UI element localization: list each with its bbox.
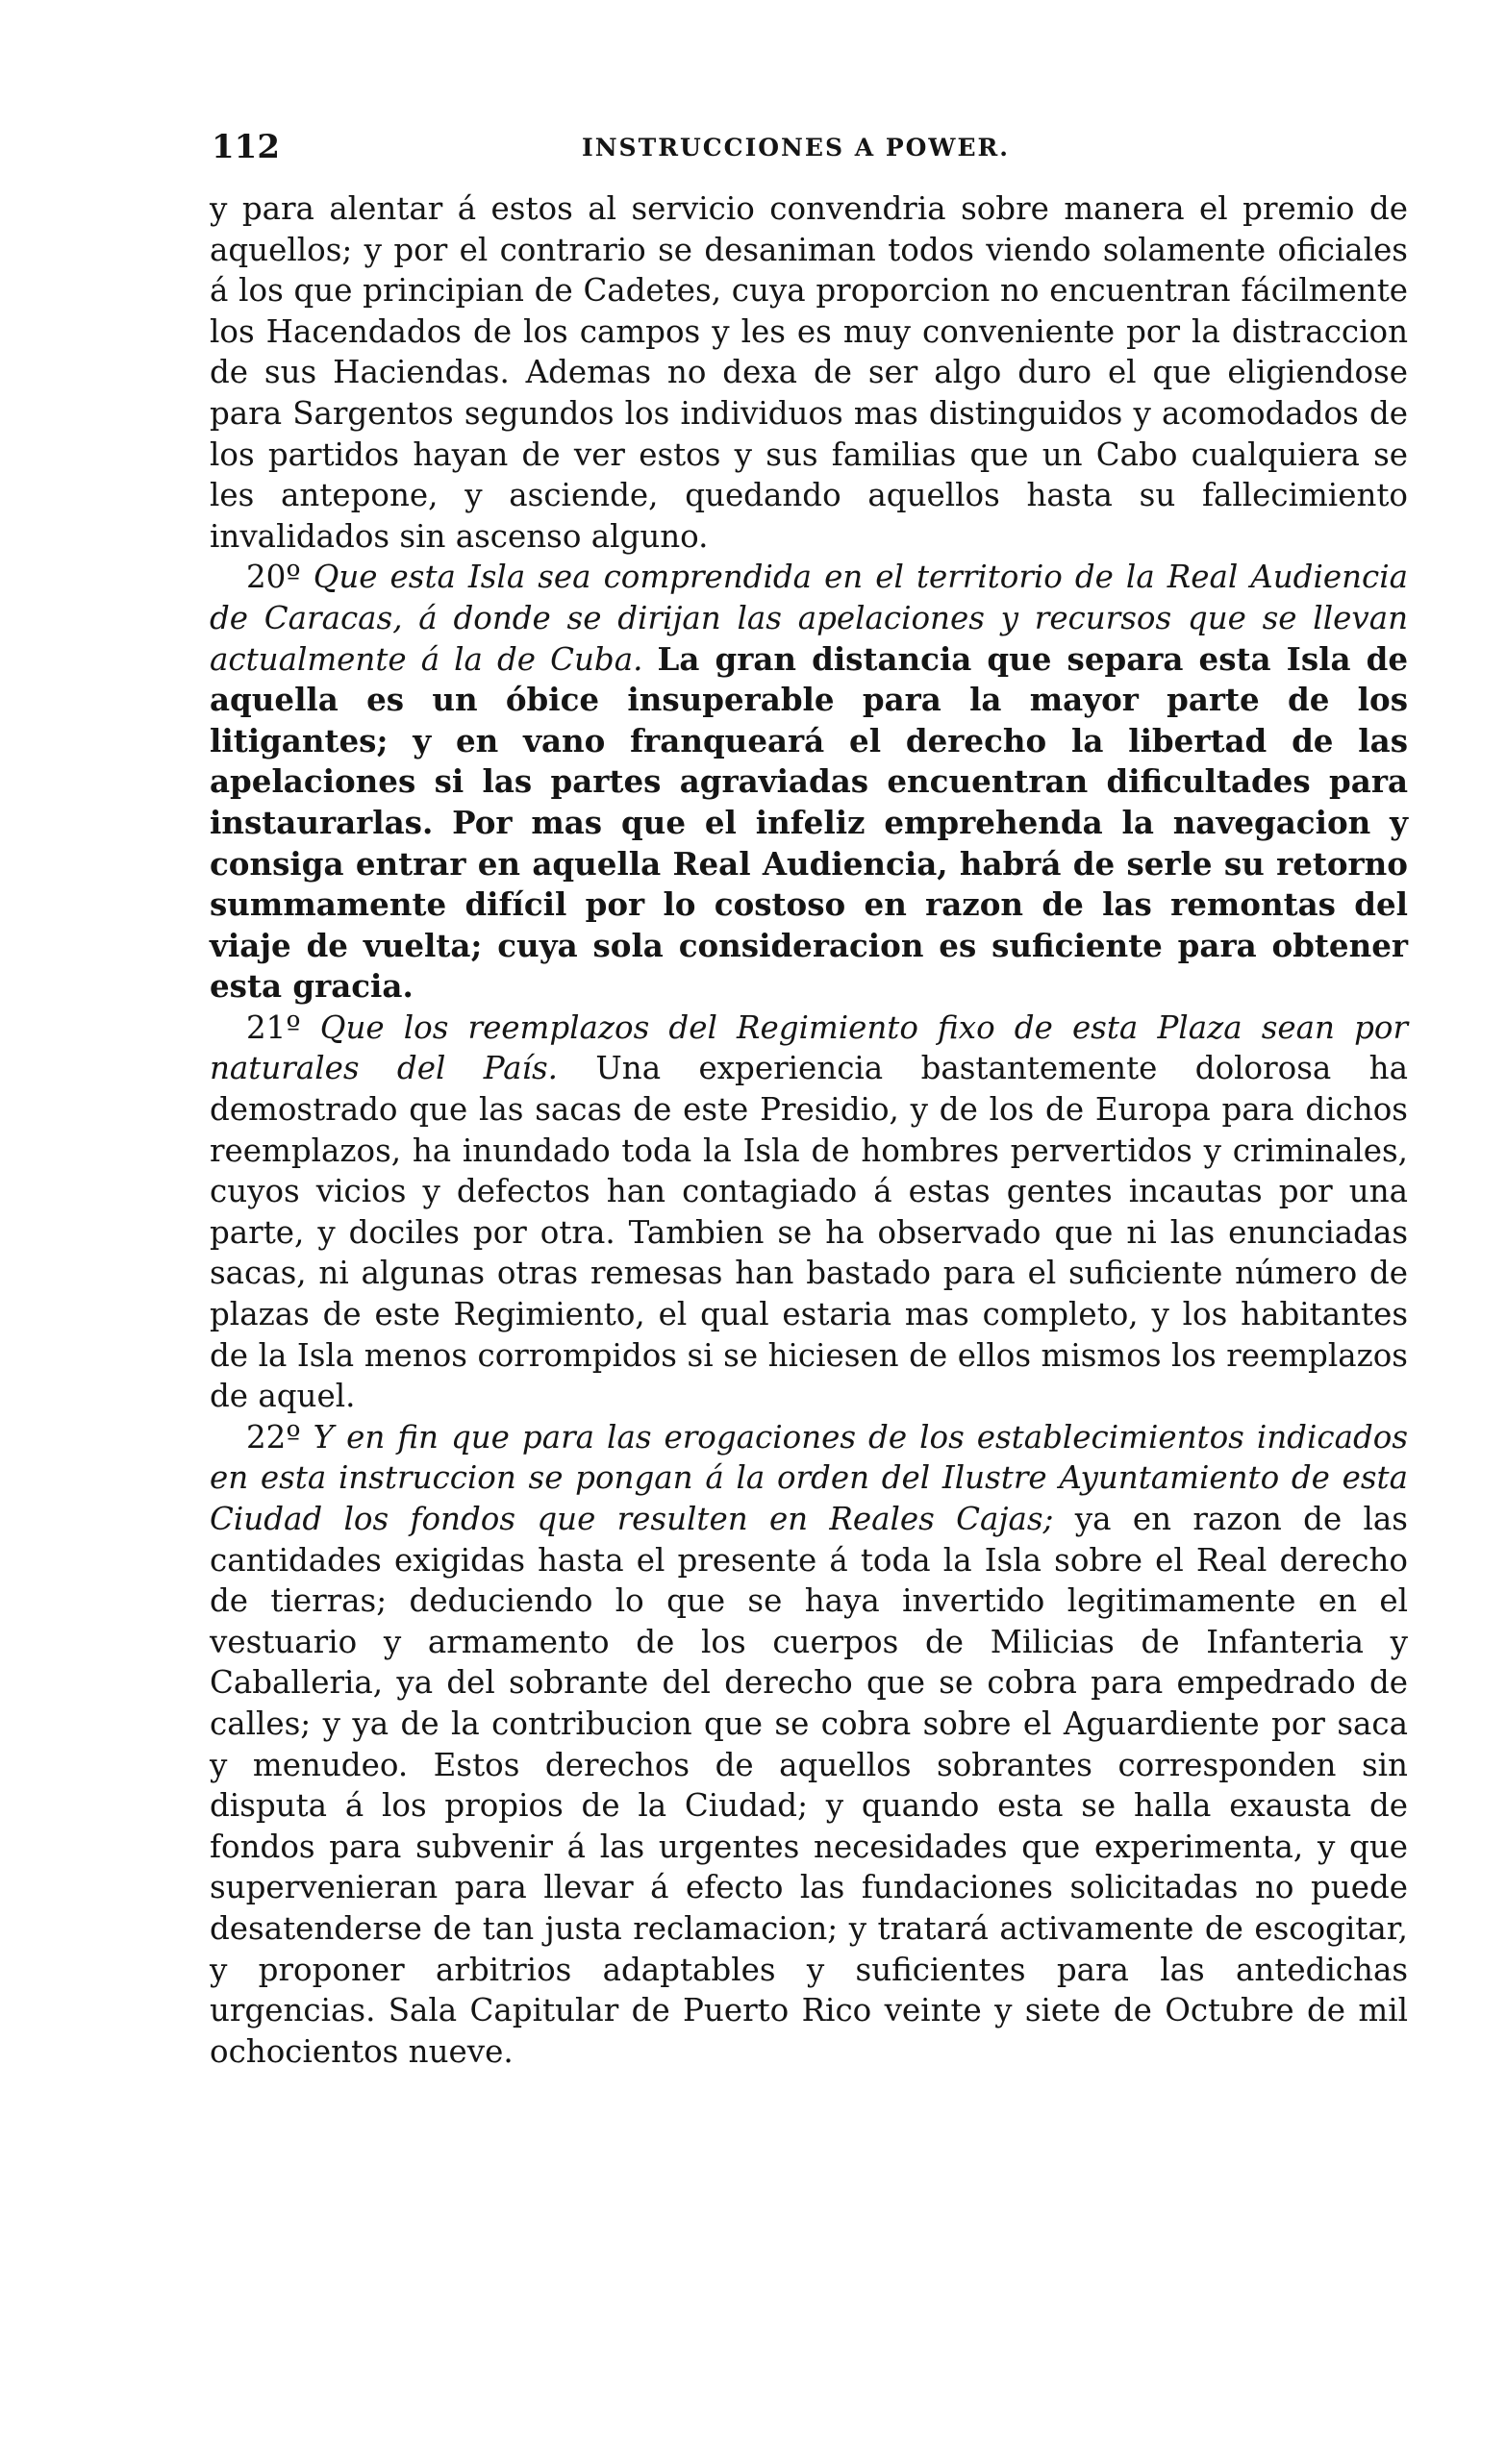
paragraph-22 bbox=[210, 1417, 1408, 2073]
running-header bbox=[212, 123, 1404, 171]
paragraph-20-number: 20º bbox=[246, 559, 301, 596]
paragraph-20 bbox=[210, 557, 1408, 1008]
paragraph-1 bbox=[210, 188, 1408, 557]
paragraph-21-text: Una experiencia bastantemente dolorosa ha demostrado que las sacas de este Presidio, y de los de Europa para dichos reemplazos, ha inundado toda la Isla de hombres pervertidos y criminales, cuyos vicios y defectos han contagiado á estas gentes incautas por una parte, y dociles por otra. Tambien se ha observado que ni las enunciadas sacas, ni algunas otras remesas han bastado para el suficiente número de plazas de este Regimiento, el qual estaria mas completo, y los habitantes de la Isla menos corrompidos si se hiciesen de ellos mismos los reemplazos de aquel. bbox=[210, 1050, 1408, 1415]
body-text bbox=[210, 188, 1408, 2072]
paragraph-22-text: ya en razon de las cantidades exigidas hasta el presente á toda la Isla sobre el Real derecho de tierras; deduciendo lo que se haya invertido legitimamente en el vestuario y armamento de los cuerpos de Milicias de Infanteria y Caballeria, ya del sobrante del derecho que se cobra para empedrado de calles; y ya de la contribucion que se cobra sobre el Aguardiente por saca y menudeo. Estos derechos de aquellos sobrantes corresponden sin disputa á los propios de la Ciudad; y quando esta se halla exausta de fondos para subvenir á las urgentes necesidades que experimenta, y que supervenieran para llevar á efecto las fundaciones solicitadas no puede desatenderse de tan justa reclamacion; y tratará activamente de escogitar, y proponer arbitrios adaptables y suficientes para las antedichas urgencias. Sala Capitular de Puerto Rico veinte y siete de Octubre de mil ochocientos nueve. bbox=[210, 1501, 1408, 2070]
paragraph-1-text: y para alentar á estos al servicio convendria sobre manera el premio de aquellos; y por el contrario se desaniman todos viendo solamente oficiales á los que principian de Cadetes, cuya proporcion no encuentran fácilmente los Hacendados de los campos y les es muy conveniente por la distraccion de sus Haciendas. Ademas no dexa de ser algo duro el que eligiendose para Sargentos segundos los individuos mas distinguidos y acomodados de los partidos hayan de ver estos y sus familias que un Cabo cualquiera se les antepone, y asciende, quedando aquellos hasta su fallecimiento invalidados sin ascenso alguno. bbox=[210, 190, 1408, 555]
running-title: INSTRUCCIONES A POWER. bbox=[582, 134, 1011, 162]
page-number: 112 bbox=[212, 128, 280, 166]
paragraph-20-heading: Que esta Isla sea comprendida en el territorio de la Real Audiencia de Caracas, á donde se dirijan las apelaciones y recursos que se llevan actualmente á la de Cuba. bbox=[210, 559, 1408, 678]
paragraph-22-heading: Y en fin que para las erogaciones de los establecimientos indicados en esta instruccion se pongan á la orden del Ilustre Ayuntamiento de esta Ciudad los fondos que resulten en Reales Cajas; bbox=[210, 1418, 1408, 1537]
paragraph-21-number: 21º bbox=[246, 1008, 301, 1046]
paragraph-21-heading: Que los reemplazos del Regimiento fixo de esta Plaza sean por naturales del País. bbox=[210, 1008, 1408, 1087]
paragraph-20-text: La gran distancia que separa esta Isla de aquella es un óbice insuperable para la mayor parte de los litigantes; y en vano franqueará el derecho la libertad de las apelaciones si las partes agraviadas encuentran dificultades para instaurarlas. Por mas que el infeliz emprehenda la navegacion y consiga entrar en aquella Real Audiencia, habrá de serle su retorno summamente difícil por lo costoso en razon de las remontas del viaje de vuelta; cuya sola consideracion es suficiente para obtener esta gracia. bbox=[210, 639, 1409, 1006]
paragraph-22-number: 22º bbox=[246, 1418, 301, 1456]
paragraph-21 bbox=[210, 1008, 1408, 1417]
